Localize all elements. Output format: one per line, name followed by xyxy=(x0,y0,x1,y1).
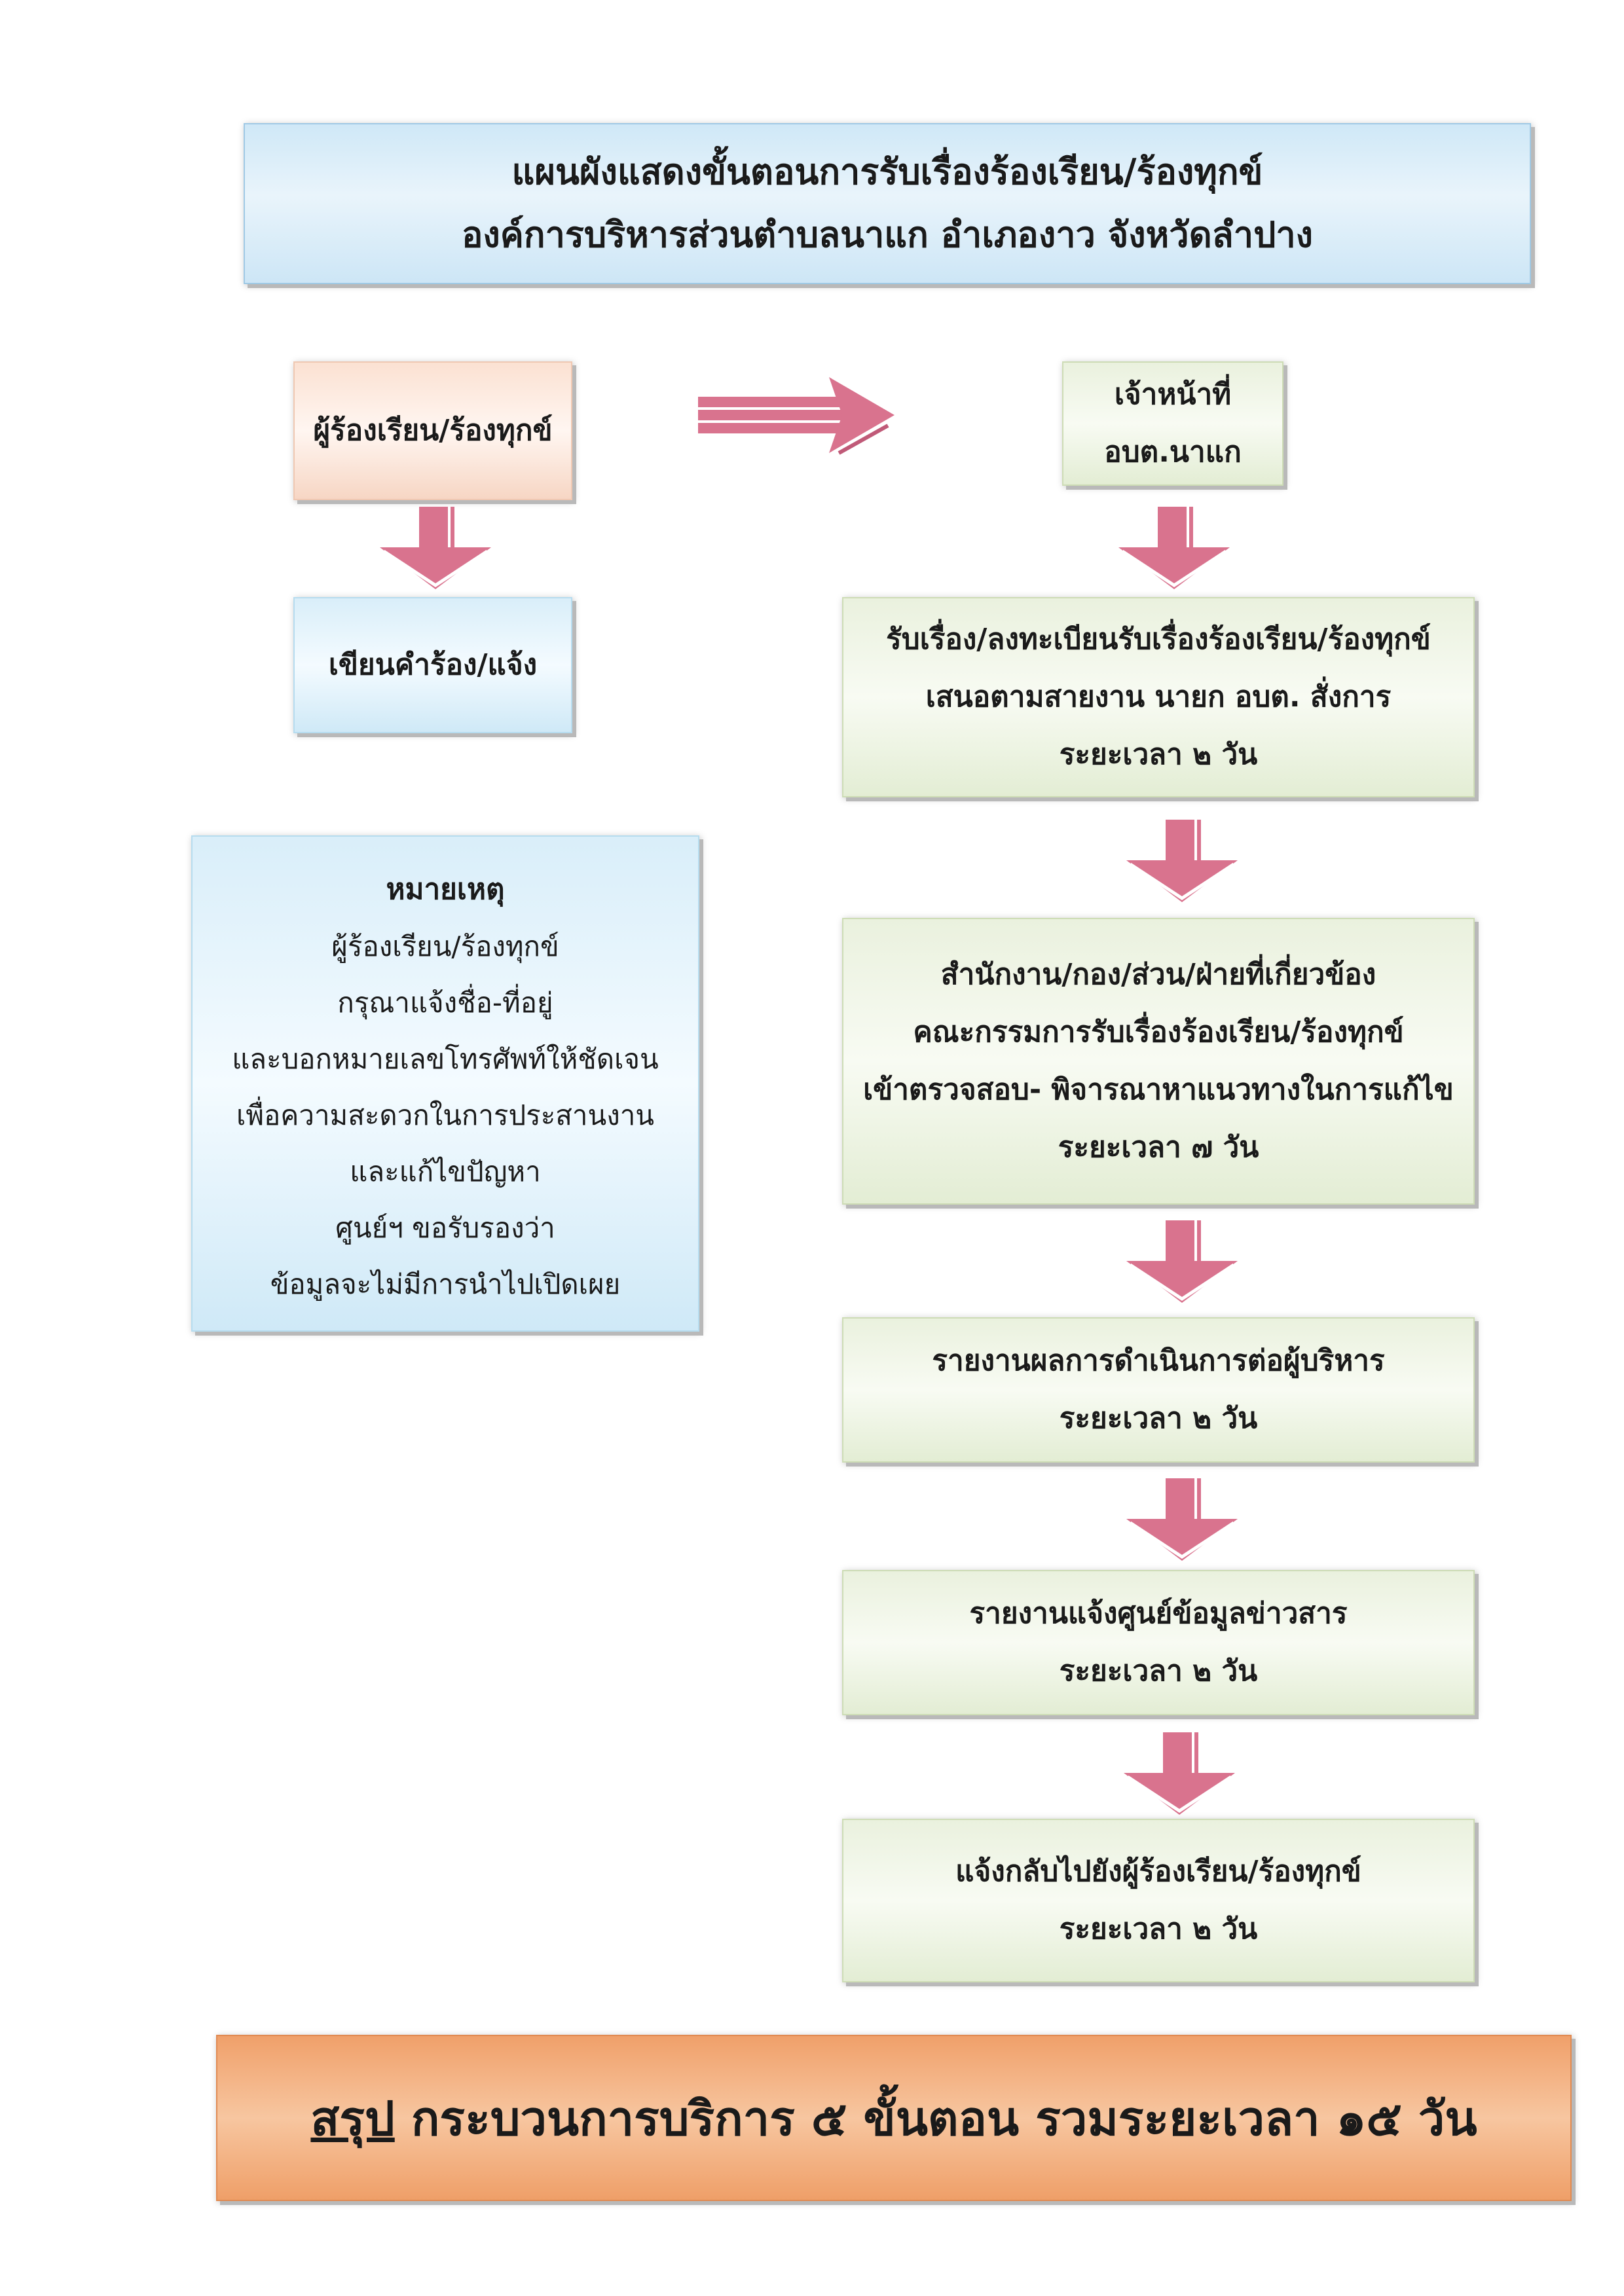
officer-line-2: อบต.นาแก xyxy=(1104,435,1242,469)
step-receive-box xyxy=(842,597,1475,797)
note-heading: หมายเหตุ xyxy=(386,873,505,906)
step-line: เสนอตามสายงาน นายก อบต. สั่งการ xyxy=(925,680,1392,714)
right-arrow-icon xyxy=(698,377,895,462)
down-arrow-icon xyxy=(380,507,491,589)
step-duration: ระยะเวลา ๒ วัน xyxy=(1059,1654,1258,1688)
step-duration: ระยะเวลา ๒ วัน xyxy=(1059,1912,1258,1946)
step-duration: ระยะเวลา ๒ วัน xyxy=(1059,1402,1258,1435)
title-line-1: แผนผังแสดงขั้นตอนการรับเรื่องร้องเรียน/ร้องทุกข์ xyxy=(511,151,1263,192)
down-arrow-icon xyxy=(1126,1478,1238,1561)
complainant-box xyxy=(293,361,572,500)
summary-box xyxy=(216,2035,1572,2201)
down-arrow-icon xyxy=(1124,1732,1235,1815)
step-investigate-box xyxy=(842,918,1475,1205)
step-duration: ระยะเวลา ๗ วัน xyxy=(1058,1131,1259,1164)
officer-box xyxy=(1062,361,1283,486)
title-line-2: องค์การบริหารส่วนตำบลนาแก อำเภองาว จังหวัดลำปาง xyxy=(461,214,1314,255)
write-request-box xyxy=(293,597,572,733)
note-line: ผู้ร้องเรียน/ร้องทุกข์ xyxy=(331,930,559,962)
summary-text xyxy=(310,2081,1477,2156)
step-notify-back-box xyxy=(842,1819,1475,1982)
note-line: และแก้ไขปัญหา xyxy=(350,1156,541,1188)
step-line: สำนักงาน/กอง/ส่วน/ฝ่ายที่เกี่ยวข้อง xyxy=(940,958,1376,991)
down-arrow-icon xyxy=(1126,1220,1238,1303)
note-box xyxy=(191,835,699,1332)
write-request-label: เขียนคำร้อง/แจ้ง xyxy=(328,648,538,682)
complainant-label: ผู้ร้องเรียน/ร้องทุกข์ xyxy=(313,414,553,447)
title-box xyxy=(244,123,1531,284)
step-line: แจ้งกลับไปยังผู้ร้องเรียน/ร้องทุกข์ xyxy=(955,1855,1361,1888)
summary-label: สรุป xyxy=(310,2090,395,2146)
down-arrow-icon xyxy=(1118,507,1230,589)
step-report-exec-box xyxy=(842,1317,1475,1463)
note-line: เพื่อความสะดวกในการประสานงาน xyxy=(236,1099,654,1131)
step-report-info-center-box xyxy=(842,1570,1475,1715)
step-duration: ระยะเวลา ๒ วัน xyxy=(1059,738,1258,771)
note-line: กรุณาแจ้งชื่อ-ที่อยู่ xyxy=(337,987,553,1019)
note-line: ศูนย์ฯ ขอรับรองว่า xyxy=(335,1212,555,1244)
step-line: คณะกรรมการรับเรื่องร้องเรียน/ร้องทุกข์ xyxy=(913,1015,1404,1049)
step-line: รายงานผลการดำเนินการต่อผู้บริหาร xyxy=(932,1344,1385,1377)
step-line: เข้าตรวจสอบ- พิจารณาหาแนวทางในการแก้ไข xyxy=(863,1073,1454,1106)
step-line: รายงานแจ้งศูนย์ข้อมูลข่าวสาร xyxy=(969,1597,1348,1630)
summary-body: กระบวนการบริการ ๕ ขั้นตอน รวมระยะเวลา ๑๕ วัน xyxy=(394,2090,1477,2146)
step-line: รับเรื่อง/ลงทะเบียนรับเรื่องร้องเรียน/ร้องทุกข์ xyxy=(886,623,1431,656)
note-line: และบอกหมายเลขโทรศัพท์ให้ชัดเจน xyxy=(232,1043,659,1075)
down-arrow-icon xyxy=(1126,820,1238,902)
officer-line-1: เจ้าหน้าที่ xyxy=(1114,378,1232,411)
note-line: ข้อมูลจะไม่มีการนำไปเปิดเผย xyxy=(270,1268,621,1300)
